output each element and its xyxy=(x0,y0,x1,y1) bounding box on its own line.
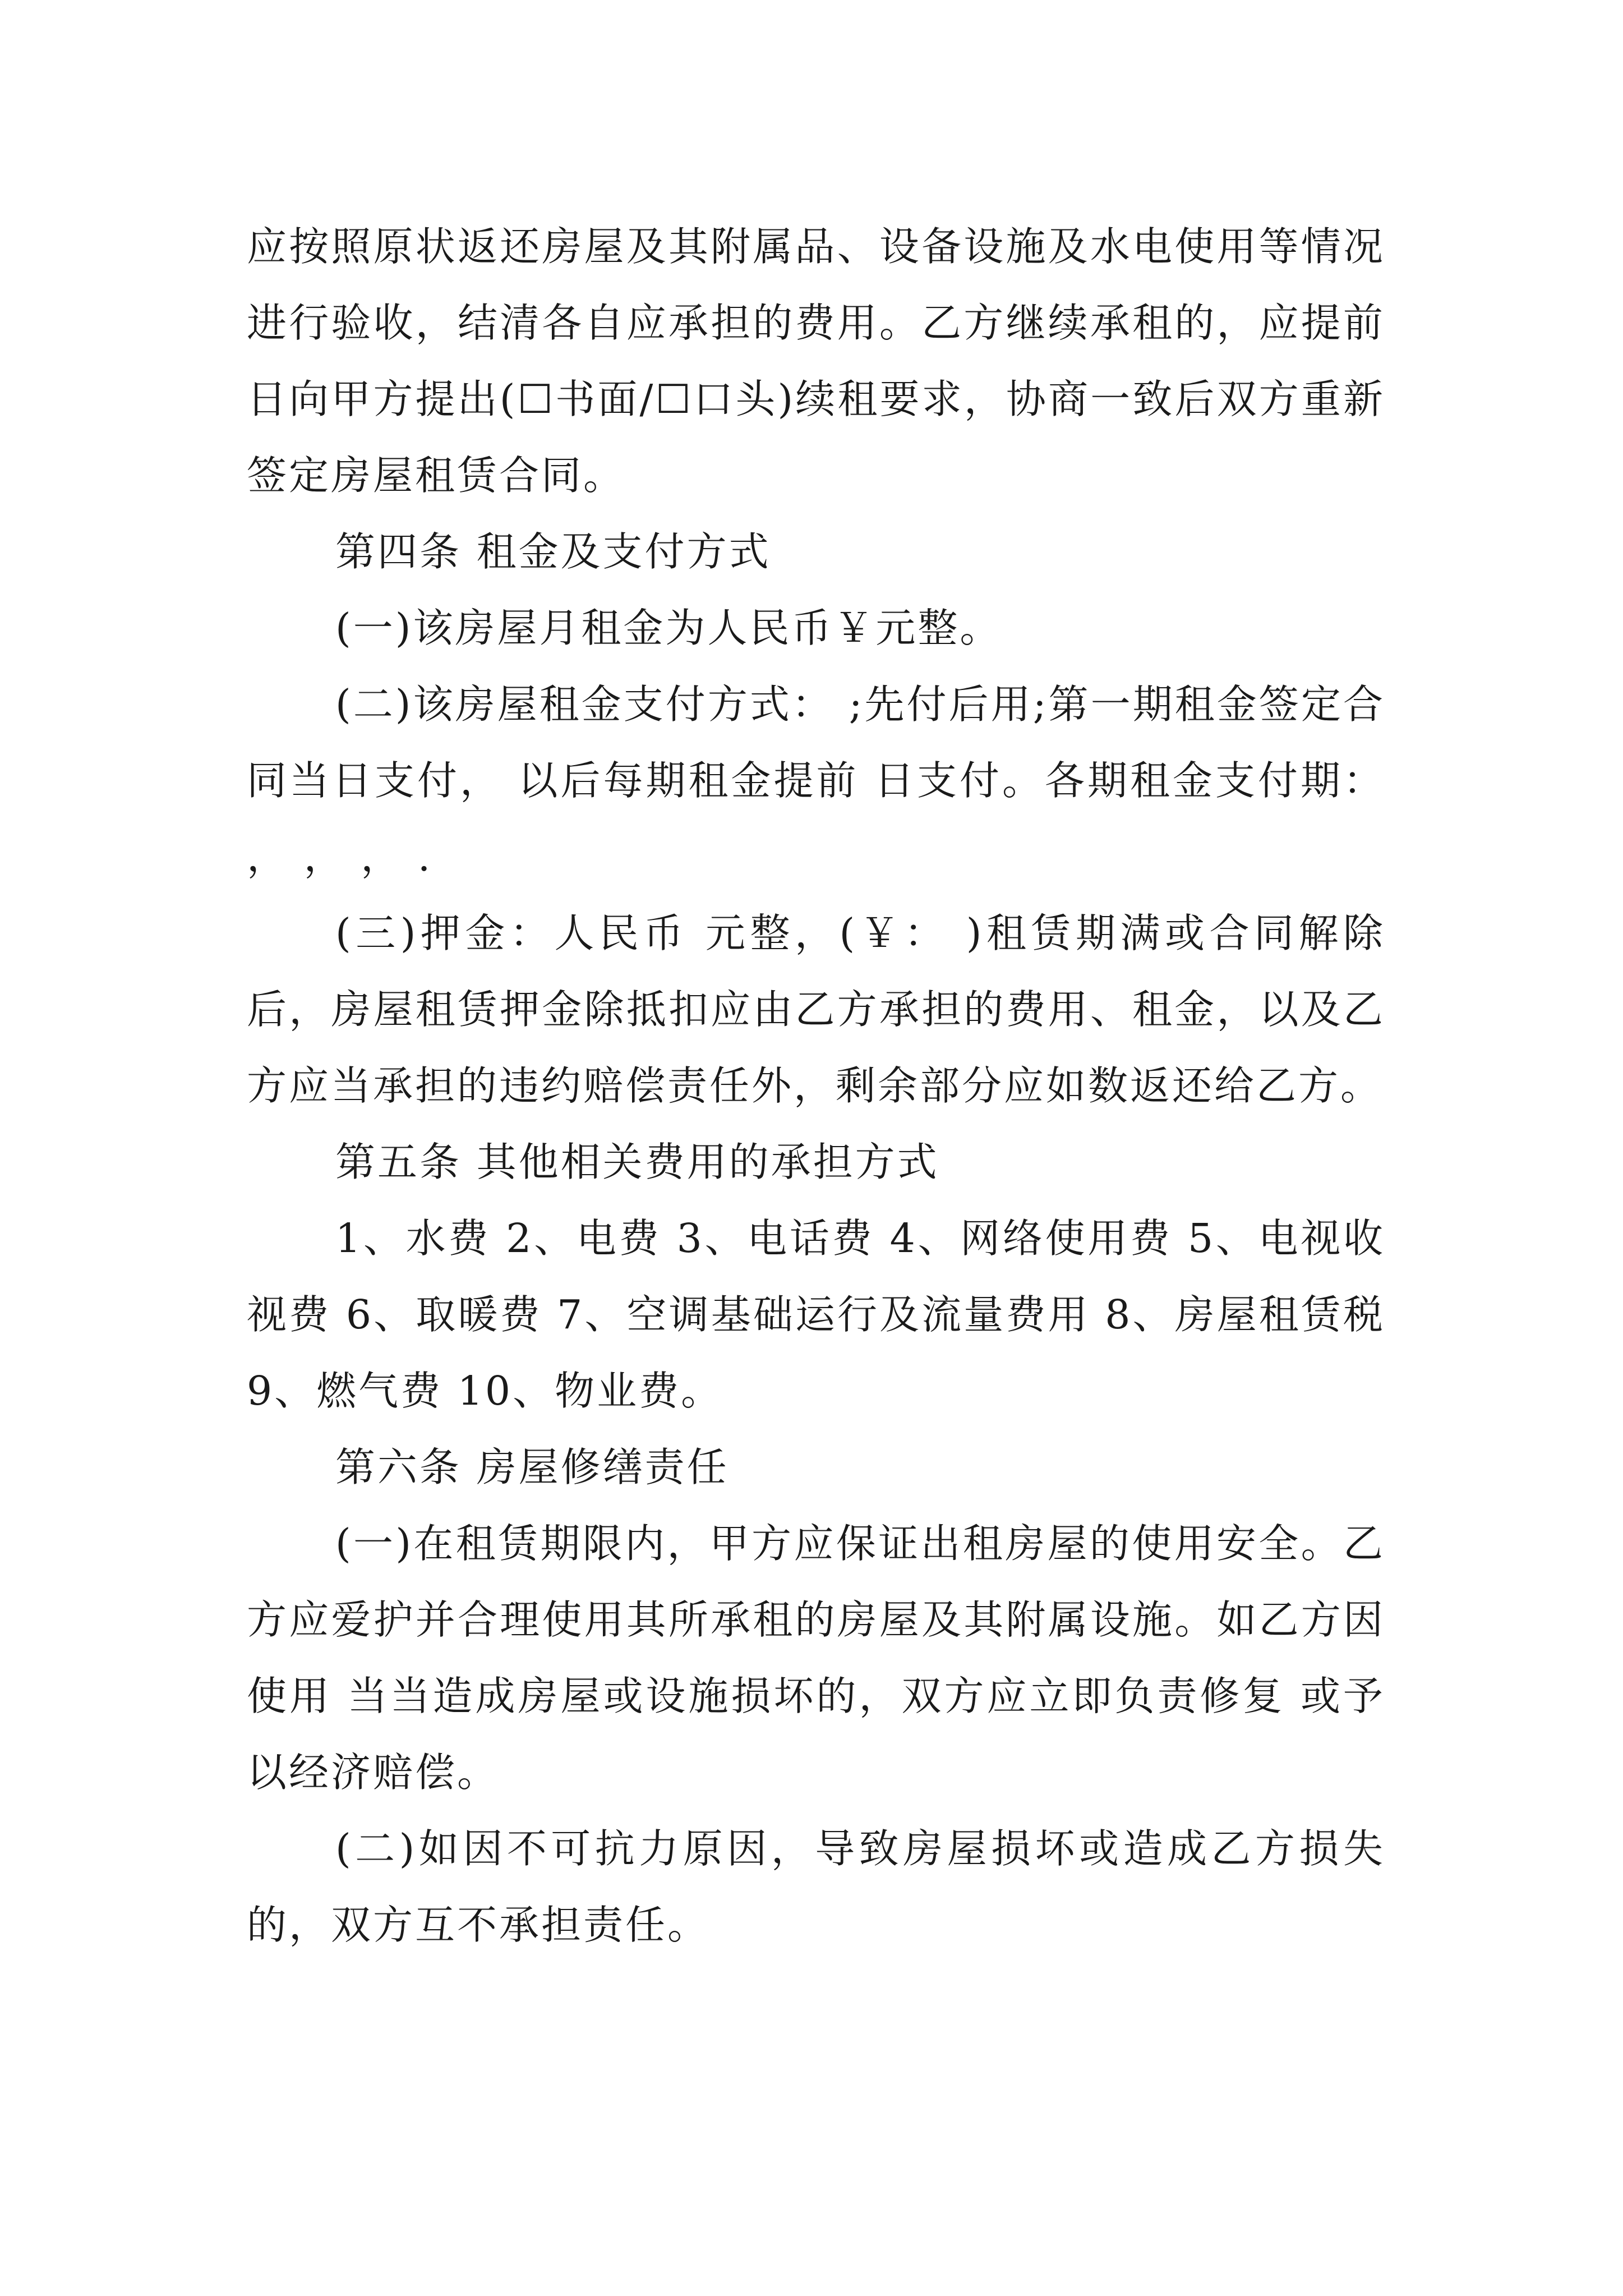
document-body xyxy=(247,209,1385,1963)
article-6-item-1: (一)在租赁期限内，甲方应保证出租房屋的使用安全。乙方应爱护并合理使用其所承租的房屋及其附属设施。如乙方因使用 当当造成房屋或设施损坏的，双方应立即负责修复 或予以经济赔偿。 xyxy=(247,1520,1385,1796)
article-4-item-3: (三)押金：人民币 元整，(￥： )租赁期满或合同解除后，房屋租赁押金除抵扣应由乙方承担的费用、租金，以及乙方应当承担的违约赔偿责任外，剩余部分应如数返还给乙方。 xyxy=(247,910,1385,1109)
article-6-item-2: (二)如因不可抗力原因，导致房屋损坏或造成乙方损失的，双方互不承担责任。 xyxy=(247,1825,1385,1948)
paragraph-continued: 应按照原状返还房屋及其附属品、设备设施及水电使用等情况进行验收，结清各自应承担的费用。乙方继续承租的，应提前 日向甲方提出(☐书面/☐口头)续租要求，协商一致后双方重新签定房屋租赁合同。 xyxy=(247,223,1385,499)
article-4-item-1: (一)该房屋月租金为人民币￥元整。 xyxy=(335,605,1002,651)
article-6-heading: 第六条 房屋修缮责任 xyxy=(335,1444,729,1490)
article-5-heading: 第五条 其他相关费用的承担方式 xyxy=(335,1139,939,1185)
article-4-item-2: (二)该房屋租金支付方式： ;先付后用;第一期租金签定合同当日支付， 以后每期租金提前 日支付。各期租金支付期： ， ， ， . xyxy=(247,681,1385,880)
article-4-heading: 第四条 租金及支付方式 xyxy=(335,528,771,575)
article-5-item-1: 1、水费 2、电费 3、电话费 4、网络使用费 5、电视收视费 6、取暖费 7、空调基础运行及流量费用 8、房屋租赁税 9、燃气费 10、物业费。 xyxy=(247,1215,1385,1414)
